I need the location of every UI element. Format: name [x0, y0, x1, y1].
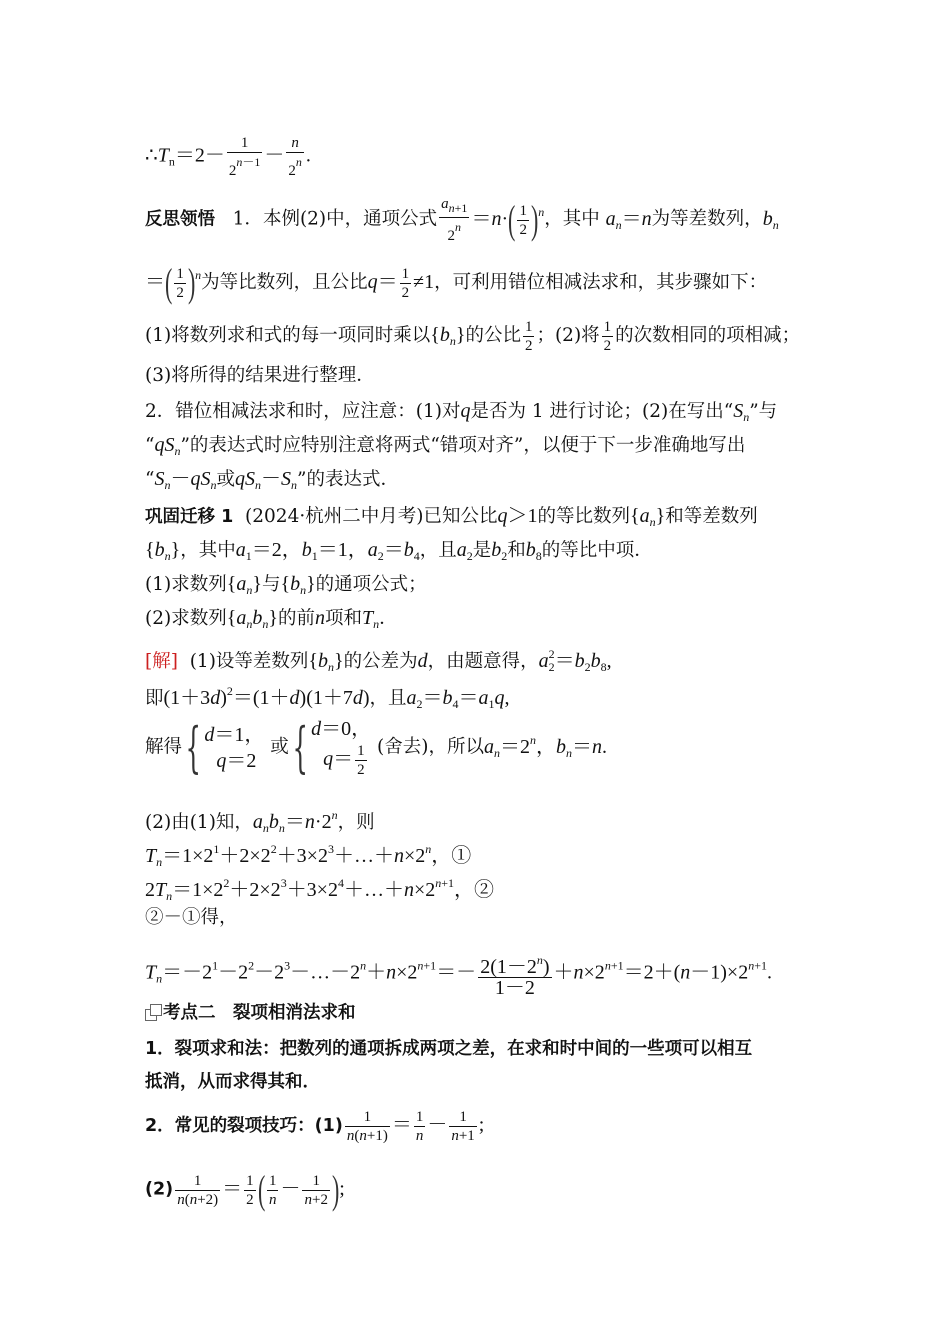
step-text: (1)将数列求和式的每一项同时乘以	[145, 325, 431, 347]
question-text: (1)求数列	[145, 574, 227, 595]
reflection-text: 为等比数列，且公比	[201, 272, 368, 293]
question-text: 项和	[324, 608, 362, 629]
solution-text: 解得	[145, 736, 183, 758]
equation-2: $2T_n=1\times 2^2+2\times 2^3+3\times 2^4+\dots+n\times 2^{n+1}$，②	[145, 876, 495, 903]
equation-1: $T_n=1\times 2^1+2\times 2^2+3\times 2^3+\dots+n\times 2^n$，①	[145, 842, 472, 869]
reflection-text: 为等差数列，	[651, 208, 763, 230]
reflection-text: ”的表达式．	[296, 469, 399, 490]
section-text: 1．裂项求和法：把数列的通项拆成两项之差，在求和时中间的一些项可以相互	[145, 1039, 753, 1059]
solution-line-3: 解得{ d＝1， q＝2 或{ d＝0， q＝ $\frac{1}{2}$ (舍去)，所以$a_n=2^n$，$b_n=n$.	[145, 715, 607, 779]
solution-text: ，由题意得，	[427, 651, 539, 672]
practice-text: 和	[507, 540, 526, 561]
reflection-point-2-line-2: “$qS_n$”的表达式时应特别注意将两式“错项对齐”，以便于下一步准确地写出	[145, 434, 746, 458]
practice-text: ，其中	[180, 540, 236, 561]
solution-text: (1)设等差数列	[189, 651, 309, 672]
question-text: 与	[261, 574, 281, 595]
solution-tag: [解]	[145, 651, 178, 672]
reflection-text: 或	[216, 469, 235, 490]
step-text: 的次数相同的项相减；	[615, 325, 801, 347]
section-text: 抵消，从而求得其和．	[145, 1072, 320, 1092]
solution-text: ，则	[337, 812, 375, 833]
practice-text: 是	[472, 540, 492, 561]
step-text: ；(2)将	[536, 325, 600, 347]
section-text: 2．常见的裂项技巧：(1)	[145, 1116, 343, 1137]
point-number: 1．	[232, 208, 263, 230]
practice-text: 和等差数列	[665, 506, 758, 527]
section-text: (2)	[145, 1179, 174, 1200]
reflection-text: 是否为 1 进行讨论；(2)在写出“	[470, 401, 734, 422]
question-text: ．	[379, 608, 398, 629]
solution-line-2: 即$(1+3d)^2=(1+d)(1+7d)$，且$a_2=b_4=a_1q$,	[145, 684, 510, 711]
equation-result: $T_n=-2^1-2^2-2^3-\dots-2^n+n\times 2^{n+1}=-$ $\frac{2(1-2^n)}{1-2}$ $+n\times 2^{n+1}=2+(n-1)\times 2^{n+1}$.	[145, 950, 772, 998]
reflection-text: ”的表达式时应特别注意将两式“错项对齐”，以便于下一步准确地写出	[180, 435, 746, 456]
reflection-step-line: (1)将数列求和式的每一项同时乘以$\{b_n\}$的公比 $\frac{1}{2}$ ；(2)将 $\frac{1}{2}$ 的次数相同的项相减；	[145, 319, 801, 354]
step-text: 的公比	[465, 325, 521, 347]
section-marker-icon	[145, 1004, 161, 1020]
reflection-text: ，其中	[544, 208, 600, 230]
reflection-text: 2．错位相减法求和时，应注意：(1)对	[145, 401, 461, 422]
section-2-paragraph-1-cont	[145, 1069, 320, 1095]
reflection-point-2-line-1: 2．错位相减法求和时，应注意：(1)对q是否为 1 进行讨论；(2)在写出“$S_n$”与	[145, 400, 778, 424]
reflection-step-3: (3)将所得的结果进行整理．	[145, 365, 375, 386]
practice-question-2: (2)求数列$\{a_nb_n\}$的前n项和$T_n$．	[145, 607, 398, 631]
practice-text: 已知公比	[423, 506, 498, 527]
solution-text: (2)由(1)知，	[145, 812, 253, 833]
section-2-paragraph-1	[145, 1036, 752, 1062]
section-2-paragraph-3: (2) $\frac{1}{n(n+2)}$ ＝ $\frac{1}{2}$ ( $\frac{1}{n}$ － $\frac{1}{n+2}$ );	[145, 1167, 345, 1212]
section-2-title: 考点二 裂项相消法求和	[163, 1003, 356, 1023]
practice-text: ，且	[419, 540, 457, 561]
reflection-line-1: 反思领悟 1．本例(2)中，通项公式 $\frac{a_{n+1}}{2^n}$ ＝n·( $\frac{1}{2}$ )$^n$，其中 $a_n=n$为等差数列，$b_n$	[145, 196, 779, 244]
reflection-text: “	[145, 435, 155, 456]
practice-source: (2024·杭州二中月考)	[245, 506, 424, 527]
reflection-point-2-line-3: “$S_n-qS_n$或$qS_n-S_n$”的表达式．	[145, 468, 399, 492]
practice-text: 的等比中项．	[541, 540, 653, 561]
question-text: 的通项公式；	[315, 574, 427, 595]
reflection-line-2: ＝( $\frac{1}{2}$ )$^n$为等比数列，且公比q＝ $\frac{1}{2}$ ≠1，可利用错位相减法求和，其步骤如下：	[145, 260, 768, 306]
question-text: 的前	[277, 608, 315, 629]
practice-heading: 巩固迁移 1	[145, 507, 234, 527]
practice-text: 的等比数列	[537, 506, 630, 527]
solution-text: 或	[270, 736, 289, 758]
reflection-text: ，可利用错位相减法求和，其步骤如下：	[434, 272, 768, 293]
practice-line-1: 巩固迁移 1 (2024·杭州二中月考)已知公比q＞1的等比数列$\{a_n\}$和等差数列	[145, 505, 758, 529]
solution-text: 的公差为	[343, 651, 418, 672]
equation-tag: ②	[474, 879, 495, 901]
reflection-text: “	[145, 469, 155, 490]
practice-line-2: $\{b_n\}$，其中$a_1=2$，$b_1=1$，$a_2=b_4$，且$a_2$是$b_2$和$b_8$的等比中项．	[145, 539, 653, 563]
solution-line-1: [解] (1)设等差数列$\{b_n\}$的公差为d，由题意得，$a^2_2=b_2b_8$,	[145, 647, 612, 674]
subtract-line: ②－①得，	[145, 907, 238, 928]
section-2-paragraph-2: 2．常见的裂项技巧：(1) $\frac{1}{n(n+1)}$ ＝ $\frac{1}{n}$ － $\frac{1}{n+1}$ ;	[145, 1109, 485, 1144]
section-2-heading	[145, 1000, 356, 1026]
equation-tag: ①	[451, 845, 472, 867]
question-text: (2)求数列	[145, 608, 227, 629]
reflection-text: ”与	[749, 401, 778, 422]
reflection-text: 本例(2)中，通项公式	[262, 208, 438, 230]
reflection-heading: 反思领悟	[145, 209, 215, 230]
practice-question-1: (1)求数列$\{a_n\}$与$\{b_n\}$的通项公式；	[145, 573, 427, 597]
solution-text: ，且	[369, 688, 407, 709]
solution-text: 即	[145, 688, 164, 709]
solution-text: (舍去)，所以	[377, 736, 484, 758]
tn-result-line: $\therefore T_n=2-$ $\frac{1}{2^{n-1}}$ － $\frac{n}{2^n}$ .	[145, 135, 311, 179]
solution-line-4: (2)由(1)知，$a_nb_n=n\cdot 2^n$，则	[145, 808, 375, 835]
